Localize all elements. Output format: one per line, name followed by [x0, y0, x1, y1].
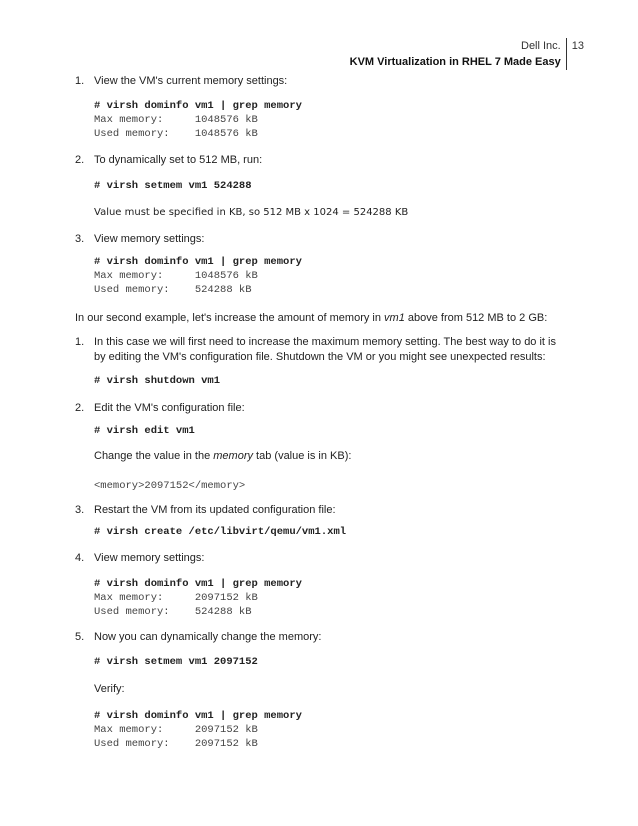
list2-step-2-xml-code: <memory>2097152</memory>: [94, 480, 246, 492]
list1-step-2-number: 2.: [75, 154, 85, 166]
list2-step-1-text: In this case we will first need to increase the maximum memory setting. The best way to do it is by editing the VM's configuration file. Shutdown the VM or you might see unexpected results:: [94, 336, 556, 363]
list2-step-4-text: View memory settings:: [94, 552, 205, 564]
list2-step-1-command: # virsh shutdown vm1: [94, 375, 221, 387]
list2-step-5-text: Now you can dynamically change the memory:: [94, 631, 322, 643]
list2-step-5-verify: Verify:: [94, 683, 125, 695]
subtext-memory: memory: [213, 450, 253, 462]
list1-step-1-text: View the VM's current memory settings:: [94, 75, 288, 87]
list2-step-3-text: Restart the VM from its updated configuration file:: [94, 504, 336, 516]
list2-step-4-command: # virsh dominfo vm1 | grep memory: [94, 578, 302, 590]
list1-step-2-note: Value must be specified in KB, so 512 MB x 1024 = 524288 KB: [94, 207, 409, 218]
list2-step-2-subtext: [94, 449, 564, 464]
list2-step-5-output-2: Used memory: 2097152 kB: [94, 738, 258, 750]
list2-step-5-command: # virsh setmem vm1 2097152: [94, 656, 258, 668]
list1-step-3-text: View memory settings:: [94, 233, 205, 245]
list2-step-2-command: # virsh edit vm1: [94, 425, 195, 437]
list2-step-5-output-1: Max memory: 2097152 kB: [94, 724, 258, 736]
list1-step-1-number: 1.: [75, 75, 85, 87]
list2-step-2-text: Edit the VM's configuration file:: [94, 402, 245, 414]
header-text: [350, 38, 566, 70]
list2-step-4-output-1: Max memory: 2097152 kB: [94, 592, 258, 604]
list2-step-1-number: 1.: [75, 336, 85, 348]
list2-step-3-command: # virsh create /etc/libvirt/qemu/vm1.xml: [94, 526, 347, 538]
list2-step-4-number: 4.: [75, 552, 85, 564]
list1-step-2-command: # virsh setmem vm1 524288: [94, 180, 252, 192]
page-number: 13: [571, 40, 584, 52]
list2-step-2-number: 2.: [75, 402, 85, 414]
intro-text-before: In our second example, let's increase the amount of memory in: [75, 312, 385, 324]
list1-step-1-output-2: Used memory: 1048576 kB: [94, 128, 258, 140]
subtext-after: tab (value is in KB):: [253, 450, 352, 462]
list1-step-3-number: 3.: [75, 233, 85, 245]
list2-step-4-output-2: Used memory: 524288 kB: [94, 606, 252, 618]
page-header: [350, 38, 584, 70]
list1-step-2-text: To dynamically set to 512 MB, run:: [94, 154, 263, 166]
intro-text-after: above from 512 MB to 2 GB:: [404, 312, 548, 324]
list1-step-1-output-1: Max memory: 1048576 kB: [94, 114, 258, 126]
list2-step-3-number: 3.: [75, 504, 85, 516]
company-name: Dell Inc.: [521, 40, 561, 52]
list2-step-5-verify-command: # virsh dominfo vm1 | grep memory: [94, 710, 302, 722]
document-title: KVM Virtualization in RHEL 7 Made Easy: [349, 56, 561, 68]
intro-vm-name: vm1: [384, 312, 405, 324]
subtext-before: Change the value in the: [94, 450, 214, 462]
list1-step-3-output-2: Used memory: 524288 kB: [94, 284, 252, 296]
list2-step-5-number: 5.: [75, 631, 85, 643]
list1-step-3-command: # virsh dominfo vm1 | grep memory: [94, 256, 302, 268]
list1-step-3-output-1: Max memory: 1048576 kB: [94, 270, 258, 282]
list1-step-1-command: # virsh dominfo vm1 | grep memory: [94, 100, 302, 112]
intro-paragraph: [75, 311, 575, 326]
